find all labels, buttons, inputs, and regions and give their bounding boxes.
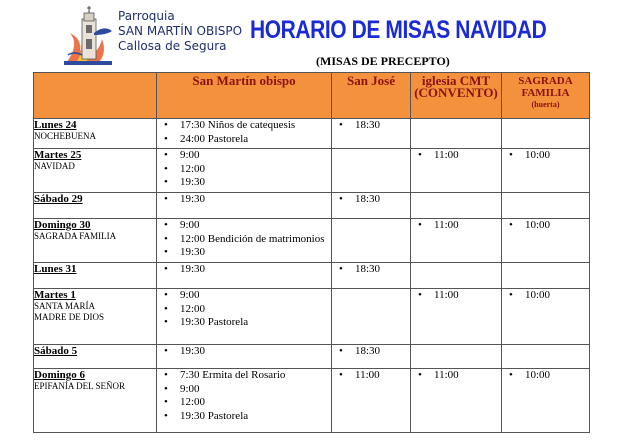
- day-name: Domingo 30: [34, 219, 91, 231]
- day-subtitle: EPIFANÍA DEL SEÑOR: [34, 381, 126, 391]
- mass-time: • 10:00: [502, 369, 589, 383]
- mass-time: • 18:30: [332, 263, 410, 277]
- mass-time: • 19:30 Pastorela: [157, 316, 331, 330]
- day-cell: [34, 219, 157, 263]
- mass-time: • 11:00: [411, 289, 501, 303]
- table-row: [34, 369, 590, 433]
- mass-time: • 17:30 Niños de catequesis: [157, 119, 331, 133]
- day-name: Lunes 24: [34, 119, 77, 131]
- san-jose-cell: [332, 193, 411, 219]
- sagrada-cell: [502, 119, 590, 149]
- day-cell: [34, 345, 157, 369]
- mass-times-list: [502, 149, 589, 163]
- day-cell: [34, 149, 157, 193]
- mass-time: • 18:30: [332, 345, 410, 359]
- cmt-cell: [411, 345, 502, 369]
- parish-line: Callosa de Segura: [118, 39, 227, 53]
- mass-time: • 18:30: [332, 193, 410, 207]
- mass-times-list: [157, 193, 331, 207]
- sagrada-cell: [502, 369, 590, 433]
- cmt-cell: [411, 193, 502, 219]
- mass-times-list: [332, 345, 410, 359]
- day-subtitle: SANTA MARÍA: [34, 301, 96, 311]
- san-martin-cell: [157, 219, 332, 263]
- san-martin-cell: [157, 119, 332, 149]
- mass-times-list: [157, 263, 331, 277]
- san-jose-cell: [332, 119, 411, 149]
- mass-times-list: [157, 219, 331, 260]
- mass-time: • 19:30: [157, 193, 331, 207]
- day-subtitle: SAGRADA FAMILIA: [34, 231, 117, 241]
- mass-time: • 10:00: [502, 219, 589, 233]
- sagrada-cell: [502, 289, 590, 345]
- cmt-cell: [411, 119, 502, 149]
- mass-time: • 9:00: [157, 149, 331, 163]
- cmt-cell: [411, 369, 502, 433]
- page-subtitle: (MISAS DE PRECEPTO): [316, 54, 450, 68]
- parish-line: Parroquia: [118, 9, 175, 23]
- table-row: [34, 193, 590, 219]
- cmt-cell: [411, 289, 502, 345]
- mass-time: • 9:00: [157, 219, 331, 233]
- mass-times-list: [332, 263, 410, 277]
- mass-time: • 19:30: [157, 176, 331, 190]
- san-martin-cell: [157, 289, 332, 345]
- table-row: [34, 119, 590, 149]
- sagrada-line-1: SAGRADA: [518, 75, 573, 87]
- mass-times-list: [502, 289, 589, 303]
- mass-times-list: [157, 369, 331, 423]
- san-jose-cell: [332, 219, 411, 263]
- day-name: Sábado 29: [34, 193, 83, 205]
- mass-times-list: [157, 289, 331, 330]
- mass-time: • 11:00: [411, 219, 501, 233]
- column-header-san-martin: San Martín obispo: [157, 73, 332, 119]
- sagrada-cell: [502, 193, 590, 219]
- mass-times-list: [411, 149, 501, 163]
- column-header-day: [34, 73, 157, 119]
- mass-time: • 19:30: [157, 263, 331, 277]
- table-row: [34, 219, 590, 263]
- san-martin-cell: [157, 193, 332, 219]
- mass-time: • 7:30 Ermita del Rosario: [157, 369, 331, 383]
- sagrada-line-3: (huerta): [531, 100, 560, 109]
- table-header-row: [34, 73, 590, 119]
- table-row: [34, 263, 590, 289]
- sagrada-cell: [502, 263, 590, 289]
- sagrada-line-2: FAMILIA: [521, 87, 570, 99]
- day-name: Sábado 5: [34, 345, 78, 357]
- mass-time: • 18:30: [332, 119, 410, 133]
- mass-times-list: [411, 219, 501, 233]
- mass-time: • 11:00: [332, 369, 410, 383]
- cmt-cell: [411, 219, 502, 263]
- mass-times-list: [411, 289, 501, 303]
- day-subtitle: NOCHEBUENA: [34, 131, 96, 141]
- mass-time: • 12:00: [157, 163, 331, 177]
- column-header-cmt: [411, 73, 502, 119]
- san-jose-cell: [332, 149, 411, 193]
- sagrada-cell: [502, 149, 590, 193]
- mass-time: • 24:00 Pastorela: [157, 133, 331, 147]
- parish-name: [118, 9, 242, 54]
- cmt-line-2: (CONVENTO): [414, 85, 498, 100]
- san-martin-cell: [157, 369, 332, 433]
- mass-time: • 9:00: [157, 289, 331, 303]
- mass-times-list: [157, 149, 331, 190]
- mass-times-list: [332, 193, 410, 207]
- mass-time: • 10:00: [502, 289, 589, 303]
- day-name: Lunes 31: [34, 263, 77, 275]
- page-title: HORARIO DE MISAS NAVIDAD: [250, 16, 547, 44]
- mass-times-list: [502, 369, 589, 383]
- cmt-cell: [411, 149, 502, 193]
- san-jose-cell: [332, 369, 411, 433]
- mass-time: • 19:30 Pastorela: [157, 410, 331, 424]
- table-row: [34, 149, 590, 193]
- parish-logo-icon: [60, 5, 115, 71]
- san-martin-cell: [157, 345, 332, 369]
- day-name: Martes 25: [34, 149, 82, 161]
- mass-time: • 10:00: [502, 149, 589, 163]
- mass-time: • 12:00: [157, 396, 331, 410]
- mass-times-list: [332, 119, 410, 133]
- day-cell: [34, 369, 157, 433]
- cmt-cell: [411, 263, 502, 289]
- sagrada-cell: [502, 219, 590, 263]
- cmt-line-1: iglesia CMT: [421, 73, 491, 88]
- mass-times-list: [157, 345, 331, 359]
- mass-time: • 19:30: [157, 345, 331, 359]
- mass-time: • 19:30: [157, 246, 331, 260]
- san-jose-cell: [332, 263, 411, 289]
- mass-time: • 12:00: [157, 303, 331, 317]
- mass-schedule-table: [33, 72, 590, 433]
- mass-times-list: [502, 219, 589, 233]
- mass-times-list: [332, 369, 410, 383]
- day-subtitle: NAVIDAD: [34, 161, 75, 171]
- san-jose-cell: [332, 345, 411, 369]
- mass-time: • 9:00: [157, 383, 331, 397]
- day-cell: [34, 289, 157, 345]
- column-header-san-jose: San José: [332, 73, 411, 119]
- table-row: [34, 345, 590, 369]
- day-subtitle: MADRE DE DIOS: [34, 312, 105, 322]
- day-name: Domingo 6: [34, 369, 86, 381]
- parish-line: SAN MARTÍN OBISPO: [118, 24, 243, 38]
- mass-time: • 11:00: [411, 369, 501, 383]
- day-name: Martes 1: [34, 289, 76, 301]
- column-header-sagrada: [502, 73, 590, 119]
- day-cell: [34, 263, 157, 289]
- sagrada-cell: [502, 345, 590, 369]
- mass-times-list: [411, 369, 501, 383]
- mass-time: • 11:00: [411, 149, 501, 163]
- day-cell: [34, 193, 157, 219]
- mass-times-list: [157, 119, 331, 146]
- day-cell: [34, 119, 157, 149]
- san-jose-cell: [332, 289, 411, 345]
- mass-time: • 12:00 Bendición de matrimonios: [157, 233, 331, 247]
- table-row: [34, 289, 590, 345]
- san-martin-cell: [157, 263, 332, 289]
- san-martin-cell: [157, 149, 332, 193]
